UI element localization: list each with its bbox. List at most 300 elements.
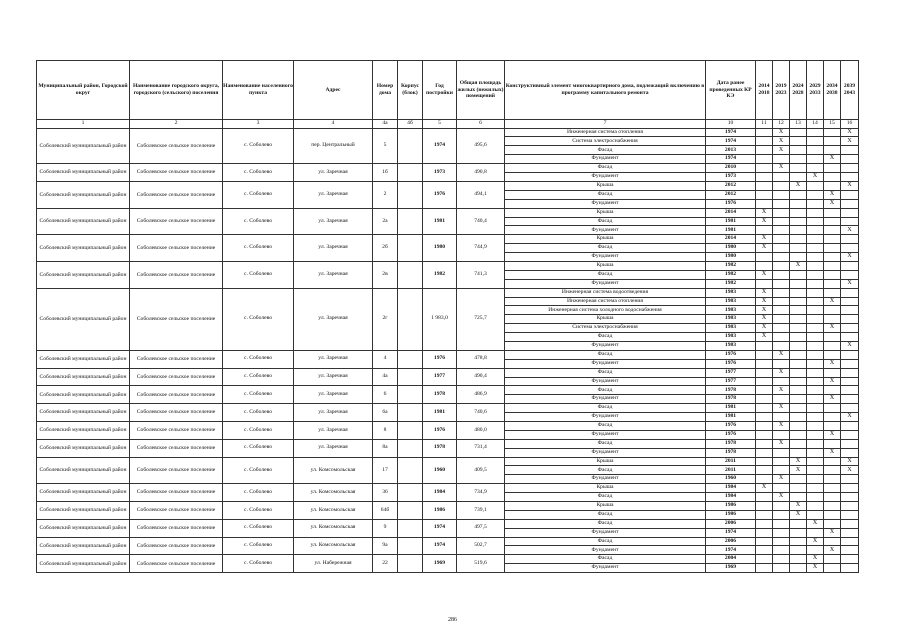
build-year-cell: 1974	[423, 537, 457, 555]
element-cell: Крыша	[505, 315, 706, 324]
period-mark-cell	[756, 137, 773, 146]
element-cell: Фасад	[505, 421, 706, 430]
period-mark-cell	[773, 208, 790, 217]
element-cell: Система электроснабжения	[505, 137, 706, 146]
period-mark-cell	[773, 199, 790, 208]
previous-repair-date-cell: 1983	[706, 333, 756, 342]
locality-cell: с. Соболево	[223, 386, 294, 404]
element-cell: Фундамент	[505, 253, 706, 262]
previous-repair-date-cell: 2011	[706, 457, 756, 466]
period-mark-cell: X	[773, 137, 790, 146]
settlement-cell: Соболевское сельское поселение	[130, 484, 223, 502]
period-mark-cell	[824, 288, 841, 297]
period-mark-cell	[841, 288, 859, 297]
area-cell: 741,3	[457, 261, 505, 288]
area-cell: 497,5	[457, 519, 505, 537]
locality-cell: с. Соболево	[223, 457, 294, 484]
table-row	[37, 235, 859, 244]
period-mark-cell	[807, 324, 824, 333]
building-block-cell	[398, 457, 423, 484]
period-mark-cell	[790, 448, 807, 457]
period-mark-cell	[773, 510, 790, 519]
period-mark-cell: X	[756, 217, 773, 226]
period-mark-cell	[773, 244, 790, 253]
period-mark-cell	[824, 555, 841, 564]
period-mark-cell: X	[824, 359, 841, 368]
house-number-cell: 2г	[373, 288, 398, 350]
period-mark-cell	[841, 350, 859, 359]
period-mark-cell	[824, 208, 841, 217]
locality-cell: с. Соболево	[223, 404, 294, 422]
previous-repair-date-cell: 1960	[706, 475, 756, 484]
address-cell: ул. Комсомольская	[294, 502, 373, 520]
period-mark-cell	[773, 297, 790, 306]
period-mark-cell: X	[773, 368, 790, 377]
period-mark-cell: X	[841, 253, 859, 262]
period-mark-cell: X	[756, 208, 773, 217]
element-cell: Фундамент	[505, 430, 706, 439]
period-mark-cell	[841, 333, 859, 342]
period-mark-cell	[773, 270, 790, 279]
period-mark-cell	[790, 288, 807, 297]
period-mark-cell	[773, 537, 790, 546]
period-mark-cell	[841, 377, 859, 386]
period-mark-cell	[807, 502, 824, 511]
previous-repair-date-cell: 1981	[706, 217, 756, 226]
table-row	[37, 484, 859, 493]
raion-cell: Соболевский муниципальный район	[37, 484, 130, 502]
period-mark-cell	[841, 208, 859, 217]
house-number-cell: 36	[373, 484, 398, 502]
area-cell: 490,8	[457, 164, 505, 182]
period-mark-cell	[807, 341, 824, 350]
raion-cell: Соболевский муниципальный район	[37, 457, 130, 484]
header-cell: Конструктивный элемент многоквартирного дома, подлежащий включению в программу капитального ремонта	[505, 61, 706, 120]
period-mark-cell	[773, 359, 790, 368]
previous-repair-date-cell: 1976	[706, 359, 756, 368]
period-mark-cell	[824, 502, 841, 511]
build-year-cell: 1978	[423, 439, 457, 457]
header-cell: Общая площадь жилых (нежилых) помещений	[457, 61, 505, 120]
period-mark-cell	[773, 502, 790, 511]
house-number-cell: 2а	[373, 208, 398, 235]
address-cell: ул. Заречная	[294, 386, 373, 404]
building-block-cell	[398, 537, 423, 555]
previous-repair-date-cell: 1973	[706, 173, 756, 182]
building-block-cell	[398, 208, 423, 235]
previous-repair-date-cell: 1983	[706, 288, 756, 297]
period-mark-cell	[841, 519, 859, 528]
period-mark-cell	[807, 128, 824, 137]
period-mark-cell: X	[841, 279, 859, 288]
period-mark-cell: X	[841, 137, 859, 146]
table-row	[37, 519, 859, 528]
period-mark-cell: X	[756, 270, 773, 279]
element-cell: Фасад	[505, 510, 706, 519]
column-number-row	[37, 120, 859, 129]
building-block-cell	[398, 164, 423, 182]
period-mark-cell	[824, 181, 841, 190]
period-mark-cell	[756, 519, 773, 528]
period-mark-cell	[756, 226, 773, 235]
period-mark-cell	[756, 386, 773, 395]
period-mark-cell: X	[807, 555, 824, 564]
period-mark-cell	[756, 421, 773, 430]
raion-cell: Соболевский муниципальный район	[37, 404, 130, 422]
period-mark-cell	[807, 430, 824, 439]
period-mark-cell	[841, 448, 859, 457]
period-mark-cell	[790, 493, 807, 502]
period-mark-cell	[756, 502, 773, 511]
period-mark-cell	[841, 421, 859, 430]
previous-repair-date-cell: 1974	[706, 137, 756, 146]
previous-repair-date-cell: 1981	[706, 413, 756, 422]
building-block-cell	[398, 181, 423, 208]
period-mark-cell	[756, 457, 773, 466]
previous-repair-date-cell: 1980	[706, 244, 756, 253]
previous-repair-date-cell: 1982	[706, 279, 756, 288]
table-row	[37, 164, 859, 173]
element-cell: Фундамент	[505, 155, 706, 164]
raion-cell: Соболевский муниципальный район	[37, 555, 130, 573]
element-cell: Фундамент	[505, 448, 706, 457]
period-mark-cell	[807, 413, 824, 422]
table-row	[37, 128, 859, 137]
period-mark-cell	[841, 306, 859, 315]
header-cell: 2024 2028	[790, 61, 807, 120]
column-number-cell: 15	[824, 120, 841, 129]
table-row	[37, 502, 859, 511]
previous-repair-date-cell: 1983	[706, 297, 756, 306]
period-mark-cell: X	[824, 297, 841, 306]
period-mark-cell	[841, 484, 859, 493]
period-mark-cell	[824, 128, 841, 137]
previous-repair-date-cell: 1983	[706, 324, 756, 333]
period-mark-cell	[841, 146, 859, 155]
element-cell: Фасад	[505, 146, 706, 155]
period-mark-cell	[841, 395, 859, 404]
period-mark-cell	[773, 430, 790, 439]
period-mark-cell	[807, 493, 824, 502]
build-year-cell: 1 983,0	[423, 288, 457, 350]
address-cell: ул. Заречная	[294, 164, 373, 182]
period-mark-cell	[773, 324, 790, 333]
period-mark-cell	[756, 546, 773, 555]
period-mark-cell: X	[773, 350, 790, 359]
period-mark-cell	[756, 377, 773, 386]
element-cell: Фундамент	[505, 341, 706, 350]
house-number-cell: 1б	[373, 164, 398, 182]
period-mark-cell	[790, 190, 807, 199]
period-mark-cell	[790, 546, 807, 555]
period-mark-cell	[807, 279, 824, 288]
period-mark-cell: X	[824, 377, 841, 386]
locality-cell: с. Соболево	[223, 421, 294, 439]
previous-repair-date-cell: 1984	[706, 493, 756, 502]
element-cell: Крыша	[505, 208, 706, 217]
period-mark-cell	[773, 448, 790, 457]
table-row	[37, 208, 859, 217]
settlement-cell: Соболевское сельское поселение	[130, 288, 223, 350]
period-mark-cell	[756, 261, 773, 270]
build-year-cell: 1977	[423, 368, 457, 386]
previous-repair-date-cell: 1974	[706, 128, 756, 137]
period-mark-cell	[773, 519, 790, 528]
element-cell: Фасад	[505, 217, 706, 226]
table-row	[37, 368, 859, 377]
period-mark-cell: X	[756, 324, 773, 333]
building-block-cell	[398, 235, 423, 262]
element-cell: Фасад	[505, 439, 706, 448]
address-cell: ул. Комсомольская	[294, 457, 373, 484]
address-cell: ул. Заречная	[294, 404, 373, 422]
previous-repair-date-cell: 1983	[706, 315, 756, 324]
period-mark-cell	[807, 244, 824, 253]
locality-cell: с. Соболево	[223, 368, 294, 386]
period-mark-cell	[790, 439, 807, 448]
previous-repair-date-cell: 1986	[706, 502, 756, 511]
period-mark-cell	[773, 341, 790, 350]
period-mark-cell	[756, 146, 773, 155]
period-mark-cell	[807, 475, 824, 484]
period-mark-cell	[841, 502, 859, 511]
previous-repair-date-cell: 1976	[706, 421, 756, 430]
period-mark-cell	[773, 261, 790, 270]
column-number-cell: 14	[807, 120, 824, 129]
area-cell: 409,5	[457, 457, 505, 484]
period-mark-cell: X	[756, 333, 773, 342]
settlement-cell: Соболевское сельское поселение	[130, 502, 223, 520]
previous-repair-date-cell: 1982	[706, 261, 756, 270]
settlement-cell: Соболевское сельское поселение	[130, 368, 223, 386]
period-mark-cell	[824, 253, 841, 262]
locality-cell: с. Соболево	[223, 519, 294, 537]
period-mark-cell	[841, 430, 859, 439]
element-cell: Крыша	[505, 457, 706, 466]
period-mark-cell: X	[807, 564, 824, 573]
address-cell: ул. Заречная	[294, 235, 373, 262]
period-mark-cell	[824, 270, 841, 279]
element-cell: Фундамент	[505, 475, 706, 484]
period-mark-cell	[756, 413, 773, 422]
element-cell: Фасад	[505, 270, 706, 279]
period-mark-cell: X	[841, 341, 859, 350]
table-header-row	[37, 61, 859, 120]
period-mark-cell	[790, 421, 807, 430]
period-mark-cell	[773, 564, 790, 573]
period-mark-cell: X	[824, 190, 841, 199]
column-number-cell: 13	[790, 120, 807, 129]
previous-repair-date-cell: 2004	[706, 555, 756, 564]
previous-repair-date-cell: 2012	[706, 190, 756, 199]
column-number-cell: 11	[756, 120, 773, 129]
period-mark-cell	[756, 564, 773, 573]
period-mark-cell: X	[790, 502, 807, 511]
previous-repair-date-cell: 1969	[706, 564, 756, 573]
settlement-cell: Соболевское сельское поселение	[130, 404, 223, 422]
period-mark-cell	[773, 413, 790, 422]
area-cell: 519,6	[457, 555, 505, 573]
header-cell: Номер дома	[373, 61, 398, 120]
raion-cell: Соболевский муниципальный район	[37, 261, 130, 288]
period-mark-cell	[756, 510, 773, 519]
period-mark-cell	[790, 519, 807, 528]
period-mark-cell	[773, 333, 790, 342]
period-mark-cell: X	[841, 181, 859, 190]
period-mark-cell: X	[790, 466, 807, 475]
building-block-cell	[398, 128, 423, 164]
build-year-cell: 1980	[423, 235, 457, 262]
previous-repair-date-cell: 1974	[706, 528, 756, 537]
period-mark-cell: X	[790, 510, 807, 519]
header-cell: 2014 2018	[756, 61, 773, 120]
period-mark-cell	[790, 386, 807, 395]
element-cell: Система электроснабжения	[505, 324, 706, 333]
locality-cell: с. Соболево	[223, 288, 294, 350]
period-mark-cell	[807, 421, 824, 430]
address-cell: ул. Заречная	[294, 208, 373, 235]
locality-cell: с. Соболево	[223, 555, 294, 573]
previous-repair-date-cell: 1974	[706, 155, 756, 164]
element-cell: Инженерная система отопления	[505, 128, 706, 137]
period-mark-cell	[824, 386, 841, 395]
column-number-cell: 2	[130, 120, 223, 129]
period-mark-cell	[790, 341, 807, 350]
repair-program-table	[36, 60, 859, 573]
house-number-cell: 5	[373, 128, 398, 164]
period-mark-cell: X	[807, 173, 824, 182]
period-mark-cell	[790, 173, 807, 182]
period-mark-cell	[841, 190, 859, 199]
table-row	[37, 537, 859, 546]
address-cell: ул. Комсомольская	[294, 537, 373, 555]
settlement-cell: Соболевское сельское поселение	[130, 457, 223, 484]
previous-repair-date-cell: 1980	[706, 253, 756, 262]
period-mark-cell	[824, 413, 841, 422]
period-mark-cell	[756, 279, 773, 288]
build-year-cell: 1974	[423, 128, 457, 164]
locality-cell: с. Соболево	[223, 484, 294, 502]
house-number-cell: 4	[373, 350, 398, 368]
period-mark-cell	[807, 306, 824, 315]
period-mark-cell	[841, 386, 859, 395]
previous-repair-date-cell: 1986	[706, 510, 756, 519]
build-year-cell: 1960	[423, 457, 457, 484]
period-mark-cell	[790, 235, 807, 244]
period-mark-cell	[807, 457, 824, 466]
period-mark-cell	[824, 217, 841, 226]
address-cell: ул. Набережная	[294, 555, 373, 573]
settlement-cell: Соболевское сельское поселение	[130, 208, 223, 235]
settlement-cell: Соболевское сельское поселение	[130, 386, 223, 404]
period-mark-cell	[807, 199, 824, 208]
period-mark-cell	[841, 173, 859, 182]
element-cell: Фундамент	[505, 564, 706, 573]
page-number: 286	[448, 617, 457, 623]
period-mark-cell	[807, 181, 824, 190]
period-mark-cell	[807, 448, 824, 457]
period-mark-cell	[807, 439, 824, 448]
column-number-cell: 5	[423, 120, 457, 129]
period-mark-cell	[773, 395, 790, 404]
period-mark-cell	[756, 253, 773, 262]
area-cell: 731,4	[457, 439, 505, 457]
period-mark-cell	[756, 395, 773, 404]
period-mark-cell	[807, 137, 824, 146]
element-cell: Фундамент	[505, 528, 706, 537]
period-mark-cell	[807, 288, 824, 297]
settlement-cell: Соболевское сельское поселение	[130, 128, 223, 164]
period-mark-cell	[790, 484, 807, 493]
area-cell: 478,8	[457, 350, 505, 368]
settlement-cell: Соболевское сельское поселение	[130, 261, 223, 288]
build-year-cell: 1969	[423, 555, 457, 573]
building-block-cell	[398, 484, 423, 502]
period-mark-cell	[790, 297, 807, 306]
period-mark-cell: X	[824, 395, 841, 404]
period-mark-cell: X	[841, 457, 859, 466]
period-mark-cell	[824, 173, 841, 182]
period-mark-cell: X	[824, 155, 841, 164]
capital-repair-table-sheet	[36, 60, 858, 573]
locality-cell: с. Соболево	[223, 439, 294, 457]
period-mark-cell	[824, 368, 841, 377]
period-mark-cell	[841, 564, 859, 573]
period-mark-cell	[773, 217, 790, 226]
house-number-cell: 6а	[373, 404, 398, 422]
house-number-cell: 64б	[373, 502, 398, 520]
period-mark-cell	[824, 564, 841, 573]
house-number-cell: 8а	[373, 439, 398, 457]
period-mark-cell	[756, 181, 773, 190]
period-mark-cell	[807, 297, 824, 306]
settlement-cell: Соболевское сельское поселение	[130, 555, 223, 573]
period-mark-cell	[841, 297, 859, 306]
period-mark-cell	[807, 359, 824, 368]
period-mark-cell	[773, 253, 790, 262]
period-mark-cell	[841, 528, 859, 537]
period-mark-cell	[756, 537, 773, 546]
table-row	[37, 421, 859, 430]
period-mark-cell	[790, 555, 807, 564]
locality-cell: с. Соболево	[223, 502, 294, 520]
previous-repair-date-cell: 1976	[706, 350, 756, 359]
build-year-cell: 1976	[423, 181, 457, 208]
period-mark-cell: X	[773, 146, 790, 155]
period-mark-cell	[841, 164, 859, 173]
address-cell: ул. Заречная	[294, 261, 373, 288]
area-cell: 495,6	[457, 128, 505, 164]
period-mark-cell	[824, 519, 841, 528]
period-mark-cell	[807, 226, 824, 235]
area-cell: 486,9	[457, 386, 505, 404]
period-mark-cell: X	[790, 261, 807, 270]
period-mark-cell	[824, 279, 841, 288]
period-mark-cell	[807, 377, 824, 386]
previous-repair-date-cell: 2006	[706, 537, 756, 546]
element-cell: Крыша	[505, 235, 706, 244]
element-cell: Фасад	[505, 386, 706, 395]
raion-cell: Соболевский муниципальный район	[37, 235, 130, 262]
area-cell: 740,6	[457, 404, 505, 422]
building-block-cell	[398, 350, 423, 368]
period-mark-cell	[756, 190, 773, 199]
area-cell: 480,0	[457, 421, 505, 439]
period-mark-cell: X	[790, 181, 807, 190]
area-cell: 740,4	[457, 208, 505, 235]
period-mark-cell	[790, 359, 807, 368]
column-number-cell: 4б	[398, 120, 423, 129]
